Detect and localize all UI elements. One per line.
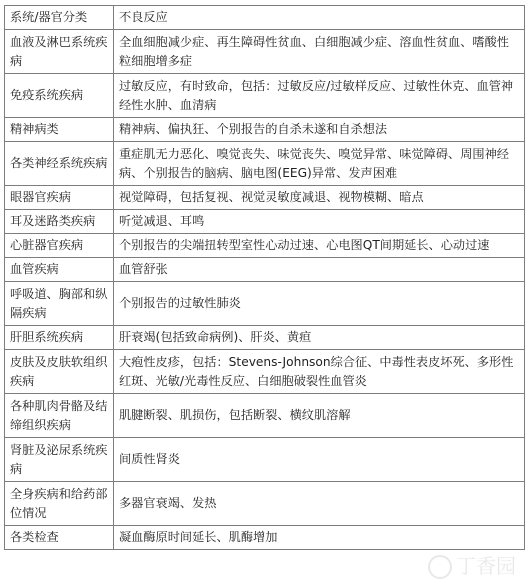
table-row <box>5 394 525 438</box>
header-organ-class: 系统/器官分类 <box>5 6 114 30</box>
organ-class-cell: 各类神经系统疾病 <box>5 142 114 186</box>
adverse-reaction-cell: 个别报告的尖端扭转型室性心动过速、心电图QT间期延长、心动过速 <box>114 234 525 258</box>
table-row <box>5 210 525 234</box>
watermark: 丁香园 <box>428 550 516 580</box>
organ-class-cell: 各类检查 <box>5 526 114 550</box>
table-header-row <box>5 6 525 30</box>
table-row <box>5 326 525 350</box>
organ-class-cell: 血管疾病 <box>5 258 114 282</box>
table-row <box>5 438 525 482</box>
table-row <box>5 186 525 210</box>
organ-class-cell: 全身疾病和给药部位情况 <box>5 482 114 526</box>
adverse-reaction-cell: 凝血酶原时间延长、肌酶增加 <box>114 526 525 550</box>
adverse-reaction-cell: 间质性肾炎 <box>114 438 525 482</box>
adverse-reaction-cell: 精神病、偏执狂、个别报告的自杀未遂和自杀想法 <box>114 118 525 142</box>
organ-class-cell: 精神病类 <box>5 118 114 142</box>
table-row <box>5 258 525 282</box>
adverse-reaction-cell: 血管舒张 <box>114 258 525 282</box>
adverse-reaction-cell: 重症肌无力恶化、嗅觉丧失、味觉丧失、嗅觉异常、味觉障碍、周围神经病、个别报告的脑病、脑电图(EEG)异常、发声困难 <box>114 142 525 186</box>
adverse-reaction-cell: 多器官衰竭、发热 <box>114 482 525 526</box>
table-row <box>5 282 525 326</box>
table-row <box>5 482 525 526</box>
adverse-reaction-cell: 大疱性皮疹，包括：Stevens-Johnson综合征、中毒性表皮坏死、多形性红斑、光敏/光毒性反应、白细胞破裂性血管炎 <box>114 350 525 394</box>
table-row <box>5 526 525 550</box>
organ-class-cell: 呼吸道、胸部和纵隔疾病 <box>5 282 114 326</box>
organ-class-cell: 各种肌肉骨骼及结缔组织疾病 <box>5 394 114 438</box>
table-row <box>5 118 525 142</box>
organ-class-cell: 肝胆系统疾病 <box>5 326 114 350</box>
organ-class-cell: 血液及淋巴系统疾病 <box>5 30 114 74</box>
adverse-reaction-cell: 个别报告的过敏性肺炎 <box>114 282 525 326</box>
adverse-reaction-cell: 肝衰竭(包括致命病例)、肝炎、黄疸 <box>114 326 525 350</box>
watermark-logo-icon <box>428 555 452 579</box>
adverse-reaction-cell: 过敏反应，有时致命，包括：过敏反应/过敏样反应、过敏性休克、血管神经性水肿、血清病 <box>114 74 525 118</box>
adverse-reaction-cell: 视觉障碍，包括复视、视觉灵敏度减退、视物模糊、暗点 <box>114 186 525 210</box>
header-adverse-reaction: 不良反应 <box>114 6 525 30</box>
adverse-reaction-cell: 肌腱断裂、肌损伤，包括断裂、横纹肌溶解 <box>114 394 525 438</box>
table-row <box>5 234 525 258</box>
organ-class-cell: 肾脏及泌尿系统疾病 <box>5 438 114 482</box>
organ-class-cell: 免疫系统疾病 <box>5 74 114 118</box>
table-row <box>5 30 525 74</box>
table-row <box>5 74 525 118</box>
adverse-reactions-table <box>4 5 525 550</box>
organ-class-cell: 眼器官疾病 <box>5 186 114 210</box>
organ-class-cell: 耳及迷路类疾病 <box>5 210 114 234</box>
table-row <box>5 350 525 394</box>
organ-class-cell: 心脏器官疾病 <box>5 234 114 258</box>
adverse-reaction-cell: 听觉减退、耳鸣 <box>114 210 525 234</box>
adverse-reaction-cell: 全血细胞减少症、再生障碍性贫血、白细胞减少症、溶血性贫血、嗜酸性粒细胞增多症 <box>114 30 525 74</box>
organ-class-cell: 皮肤及皮肤软组织疾病 <box>5 350 114 394</box>
table-row <box>5 142 525 186</box>
